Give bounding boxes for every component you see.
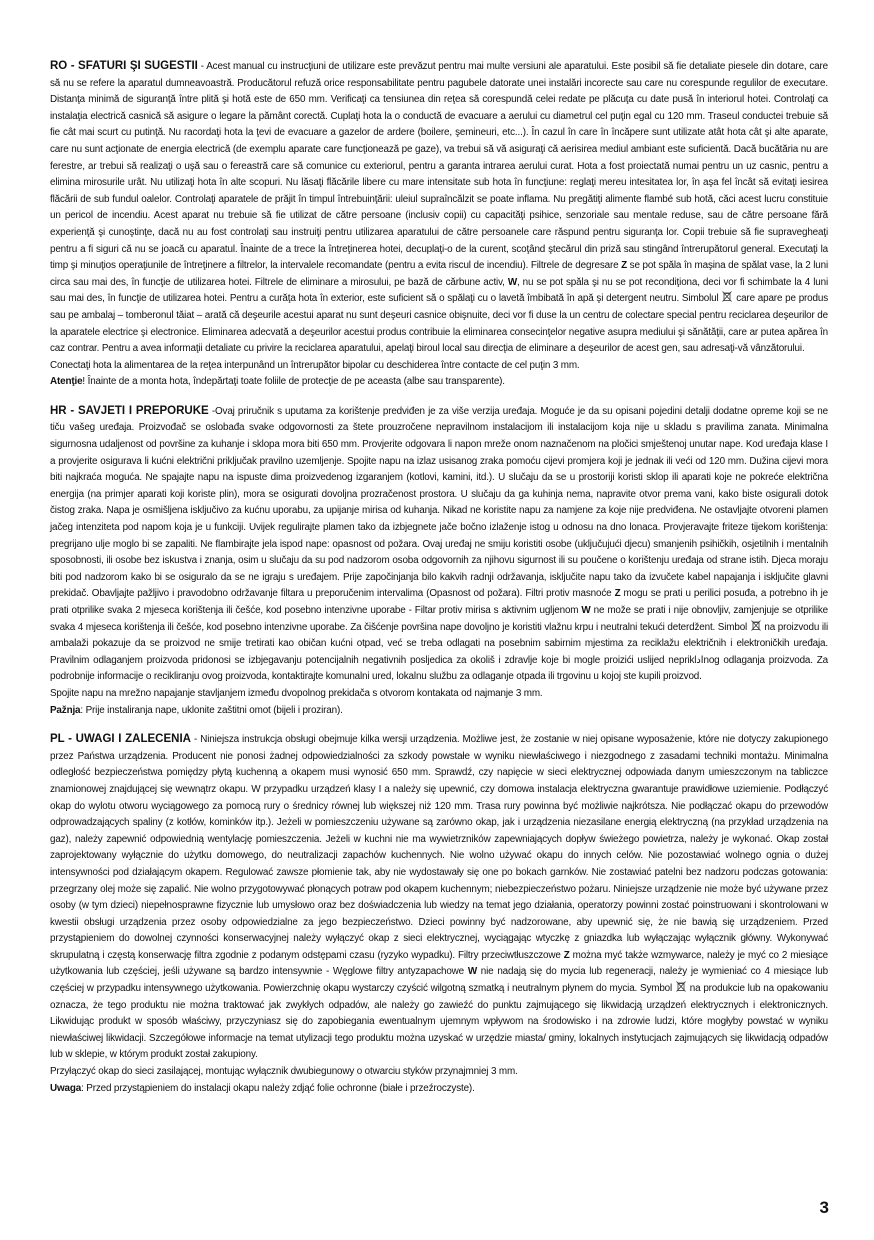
- section-hr: [50, 403, 828, 719]
- warning-text: ! Înainte de a monta hota, îndepărtaţi toate foliile de protecţie de pe aceasta (albe sau transparente).: [82, 376, 505, 388]
- section-heading: RO - SFATURI ŞI SUGESTII: [50, 60, 198, 72]
- section-body: [50, 58, 828, 358]
- body-text: se pot spăla în maşina de spălat vase, la 2 luni circa sau mai des, în funcţie de utilizarea hotei. Filtrele de eliminare a mirosului, pe bază de cărbune activ,: [50, 260, 828, 288]
- body-text: - Acest manual cu instrucţiuni de utilizare este prevăzut pentru mai multe versiuni ale aparatului. Este posibil să fie detaliate piesele din dotare, care să nu se refere la aparatul dumneavoastră. Producătorul refuză orice responsabilitate pentru pagubele datorate unei instalări incorecte sau care nu corespunde regulilor de executare. Distanţa minimă de siguranţă între plită şi hotă este de 650 mm. Verificaţi ca tensiunea din reţea să corespundă celei redate pe plăcuţa cu date pusă în interiorul hotei. Controlaţi ca instalaţia electrică casnică să asigure o legare la pământ corectă. Cuplaţi hota la o conductă de evacuare a aerului cu diametrul cel puţin egal cu 120 mm. Traseul conductei trebuie să fie cât mai scurt cu putinţă. Nu racordaţi hota la ţevi de evacuare a gazelor de ardere (boilere, şemineuri, etc...). În cazul în care în încăpere sunt utilizate atât hota cât şi alte aparate, care nu sunt acţionate de energia electrică (de exemplu aparate care funcţionează pe gaze), va trebui să vă asiguraţi că aerisirea mediul ambiant este suficientă. Dacă bucătăria nu are ferestre, ar trebui să realizaţi o uşă sau o fereastră care să comunice cu exteriorul, pentru a garanta intrarea aerului curat. Hota a fost proiectată numai pentru un uz casnic, pentru a elimina mirosurile urât. Nu utilizaţi hota în alte scopuri. Nu lăsaţi flăcările libere cu mare intensitate sub hota în funcţiune: reglaţi mereu intesitatea lor, în aşa fel încât să evitaţi iesirea flăcării de sub fundul oalelor. Controlaţi aparatele de prăjit în timpul întrebuinţării: uleiul supraîncălzit se poate inflama. Nu pregătiţi alimente flambé sub hotă, căci acest lucru constituie un pericol de incendiu. Acest aparat nu trebuie să fie utilizat de către persoane (inclusiv copii) cu capacităţi psihice, senzoriale sau mentale reduse, sau de către persoane fără experienţă şi cunoştinţe, dacă nu au fost controlaţi sau instruiţi pentru utilizarea aparatului de către persoanele care răspund pentru siguranţa lor. Copii trebuie să fie supravegheaţi pentru a fi siguri că nu se joacă cu aparatul. Înainte de a trece la întreţinerea hotei, decuplaţi-o de la curent, scoţând ştecărul din priză sau stingând întrerupătorul general. Executaţi la timp şi minuţios operaţiunile de întreţinere a filtrelor, la intervalele recomandate (pentru a evita riscul de incendiu). Filtrele de degresare: [50, 61, 828, 272]
- warning-label: Pažnja: [50, 704, 81, 716]
- warning-label: Uwaga: [50, 1082, 82, 1094]
- section-heading: HR - SAVJETI I PREPORUKE: [50, 404, 209, 417]
- body-text: ne može se prati i nije obnovljiv, zamjenjuje se otprilike svaka 4 mjeseca korištenja ili češće, kod posebno intenzivne uporabe. Za čišćenje površina nape dovoljno je koristiti vlažnu krpu i neutralni tekući deterdžent. Simbol: [50, 605, 828, 633]
- connect-line: Przyłączyć okap do sieci zasilającej, montując wyłącznik dwubiegunowy o otwarciu styków przynajmniej 3 mm.: [50, 1066, 518, 1078]
- filter-label: W: [467, 966, 477, 978]
- filter-label: W: [507, 276, 517, 288]
- body-text: - Niniejsza instrukcja obsługi obejmuje kilka wersji urządzenia. Możliwe jest, że zostanie w niej opisane wyposażenie, które nie dotyczy zakupionego przez Państwa urządzenia. Producent nie ponosi żadnej odpowiedzialności za szkody powstałe w wyniku niewłaściwego i niezgodnego z zasadami techniki montażu. Minimalna odległość bezpieczeństwa pomiędzy płytą kuchenną a okapem musi wynosić 650 mm. Sprawdź, czy napięcie w sieci elektrycznej odpowiada danym umieszczonym na tabliczce znamionowej znajdującej się wewnątrz okapu. W przypadku urządzeń klasy I a należy się upewnić, czy domowa instalacja elektryczna gwarantuje prawidłowe uziemienie. Podłączyć okap do wylotu otworu wyciągowego za pomocą rury o średnicy równej lub większej niż 120 mm. Trasa rury powinna być możliwie najkrótsza. Nie podłączać okapu do przewodów odprowadzających spaliny (z kotłów, kominków itp.). Jeżeli w pomieszczeniu używane są zarówno okap, jak i urządzenia niezasilane energią elektryczną (na przykład urządzenia na gaz), należy zapewnić odpowiednią wentylację pomieszczenia. Jeżeli w kuchni nie ma wywietrzników zapewniających dopływ świeżego powietrza, należy je wykonać. Okap został zaprojektowany wyłącznie do użytku domowego, do neutralizacji zapachów kuchennych. Nie wolno używać okapu do innych celów. Nie pozostawiać wolnego ognia o dużej intensywności pod działającym okapem. Regulować zawsze płomienie tak, aby nie wydostawały się one po bokach garnków. Nie zostawiać patelni bez nadzoru podczas gotowania: przegrzany olej może się zapalić. Nie wolno przygotowywać płonących potraw pod okapem kuchennym; niebezpieczeństwo pożaru. Niniejsze urządzenie nie może być używane przez osoby (w tym dzieci) niepełnosprawne fizycznie lub umysłowo oraz bez doświadczenia lub wiedzy na temat jego działania, operatorzy powinni zostać poinstruowani i skontrolowani w kwestii obsługi urządzenia przez osoby odpowiedzialne za jego bezpieczeństwo. Dzieci powinny być nadzorowane, aby upewnić się, że nie bawią się urządzeniem. Przed przystąpieniem do dowolnej czynności konserwacyjnej należy wyłączyć okap z sieci elektrycznej, wyciągając wtyczkę z gniazdka lub wyłączając wyłącznik główny. Wykonywać skrupulatną i częstą konserwację filtra zgodnie z podanym odstępami czasu (ryzyko wypadku). Filtry przeciwtłuszczowe: [50, 734, 828, 961]
- section-heading: PL - UWAGI I ZALECENIA: [50, 733, 191, 746]
- crossed-out-wheelie-bin-icon: [751, 620, 761, 631]
- body-text: , nu se pot spăla şi nu se pot recondiţiona, deci vor fi schimbate la 4 luni sau mai des, în funcţie de utilizarea hotei. Pentru a curăţa hota în exterior, este suficient să o spălaţi cu o lavetă îmbibată în apă şi detergent neutru. Simbolul: [50, 276, 828, 305]
- warning-line: [50, 703, 828, 720]
- body-text: na proizvodu ili ambalaži pokazuje da se proizvod ne smije tretirati kao običan kućni otpad, već se treba odlagati na posebnim sabirnim mjestima za reciklažu električnih i elektroničkih uređaja. Pravilnim odlaganjem proizvoda pridonosi se izbjegavanju potencijalnih negativnih posljedica za okoliš i zdravlje koje bi mogle proizići uslijed nepriklادnog odlaganja proizvoda. Za podrobnije informacije o recikliranju ovog proizvoda, kontaktirajte komunalni ured, lokalnu službu za odlaganje otpada ili trgovinu u kojoj ste kupili proizvod.: [50, 621, 828, 683]
- warning-line: [50, 1081, 828, 1098]
- body-text: mogu se prati u perilici posuđa, a potrebno ih je prati otprilike svaka 2 mjeseca korištenja ili češće, kod posebno intenzivne uporabe - Filtar protiv mirisa s aktivnim ugljenom: [50, 588, 828, 616]
- section-ro: [50, 58, 828, 391]
- filter-label: W: [581, 605, 591, 616]
- filter-label: Z: [563, 949, 570, 961]
- filter-label: Z: [621, 260, 627, 272]
- body-text: nie nadają się do mycia lub regeneracji, należy je wymieniać co 4 miesiące lub częściej w przypadku intensywnego użytkowania. Powierzchnię okapu wystarczy czyścić wilgotną szmatką i neutralnym płynem do mycia. Symbol: [50, 966, 828, 995]
- warning-label: Atenţie: [50, 376, 83, 388]
- connect-line: Conectaţi hota la alimentarea de la reţea interpunând un întrerupător bipolar cu deschiderea între contacte de cel puţin 3 mm.: [50, 359, 580, 371]
- body-text: -Ovaj priručnik s uputama za korištenje predviđen je za više verzija uređaja. Moguće je da su opisani pojedini detalji dodatne opreme koji se ne tiču vašeg uređaja. Proizvođač se oslobađa svake odgovornosti za štete prouzročene nepravilnom instalacijom ili instalacijom koja nije u skladu s pravilima zanata. Minimalna sigurnosna udaljenost od površine za kuhanje i sklopa mora biti 650 mm. Provjerite odgovara li napon mreže onom naznačenom na pločici smještenoj unutar nape. Kod uređaja klase I a provjerite osigurava li kućni električni priključak pravilno uzemljenje. Spojite napu na izlaz usisanog zraka pomoću cijevi promjera koji je jednak ili veći od 120 mm. Dužina cijevi mora biti najkraća moguća. Ne spajajte napu na ispuste dima proizvedenog izgaranjem (kotlovi, kamini, itd.). U slučaju da se u prostoriji koristi sklop ili aparati koje ne pokreće električna energija (na primjer aparati koji koriste plin), mora se osigurati dovoljna prozračenost prostora. U slučaju da ga kuhinja nema, napravite otvor prema vani, kako biste osigurali dotok čistog zraka. Napa je osmišljena isključivo za kućnu uporabu, za upijanje mirisa od kuhanja. Nikad ne koristite napu za namjene za koje nije predviđena. Ne ostavljajte otvoreni plamen jačeg intenziteta pod napom koja je u funkciji. Uvijek regulirajte plamen tako da izbjegnete jače bočno izlaženje istog u odnosu na dno lonaca. Provjeravajte friteze tijekom korištenja: pregrijano ulje moglo bi se zapaliti. Ne flambirajte jela ispod nape: opasnost od požara. Ovaj uređaj ne smiju koristiti osobe (uključujući djecu) smanjenih psihičkih, osjetilnih i mentalnih sposobnosti, ili osobe bez iskustva i znanja, osim u slučaju da su pod nadzorom osoba odgovornih za njihovu sigurnost ili su poučene o korištenju uređaja od strane istih. Djeca moraju biti pod nadzorom kako bi se osiguralo da se ne igraju s uređajem. Prije započinjanja bilo kakvih radnji održavanja, isključite napu tako da izvučete kabel napajanja i isključite glavni prekidač. Obavljajte pažljivo i pravodobno održavanje filtara u preporučenim intervalima (Opasnost od požara). Filtri protiv masnoće: [50, 405, 828, 600]
- crossed-out-wheelie-bin-icon: [676, 981, 686, 992]
- connect-line: Spojite napu na mrežno napajanje stavljanjem između dvopolnog prekidača s otvorom kontakata od najmanje 3 mm.: [50, 687, 543, 699]
- filter-label: Z: [614, 588, 621, 600]
- body-text: care apare pe produs sau pe ambalaj – tomberonul tăiat – arată că deşeurile acestui aparat nu sunt deşeuri casnice obişnuite, deci vor fi duse la un centru de colectare special pentru reciclarea deşeurilor de la aparatele electrice şi electronice. Eliminarea adecvată a deşeurilor acestui produs contribuie la eliminarea consecinţelor negative asupra mediului şi sănătăţii, care ar putea apărea în caz contrar. Pentru a avea informaţii detaliate cu privire la reciclarea aparatului, apelaţi biroul local sau direcţia de eliminare a deşeurilor de acest gen, sau adresaţi-vă vânzătorului.: [50, 293, 828, 355]
- body-text: na produkcie lub na opakowaniu oznacza, że tego produktu nie można traktować jak zwykłych odpadów, ale należy go zawieźć do punktu zajmującego się likwidacją urządzeń elektrycznych i elektronicznych. Likwidując produkt w sposób właściwy, przyczyniasz się do zapobiegania ewentualnym ujemnym wpływom na środowisko i na zdrowie ludzi, które mogłyby powstać w wyniku niewłaściwej likwidacji. Szczegółowe informacje na temat utylizacji tego produktu można uzyskać w urzędzie miasta/ gminy, lokalnych instytucjach zajmujących się likwidacją odpadów lub w sklepie, w którym produkt został zakupiony.: [50, 983, 828, 1061]
- warning-text: : Przed przystąpieniem do instalacji okapu należy zdjąć folie ochronne (białe i przeźroczyste).: [81, 1082, 475, 1094]
- warning-line: [50, 374, 828, 391]
- page-number: 3: [819, 1198, 829, 1217]
- section-body: [50, 731, 828, 1064]
- document-page: [50, 58, 828, 1109]
- crossed-out-wheelie-bin-icon: [722, 291, 732, 302]
- body-text: można myć także wzmywarce, należy je myć co 2 miesiące użytkowania lub częściej, jeśli używane są bardzo intensywnie - Węglowe filtry antyzapachowe: [50, 949, 828, 978]
- warning-text: : Prije instaliranja nape, uklonite zaštitni omot (bijeli i proziran).: [80, 704, 343, 716]
- section-pl: [50, 731, 828, 1097]
- section-body: [50, 403, 828, 686]
